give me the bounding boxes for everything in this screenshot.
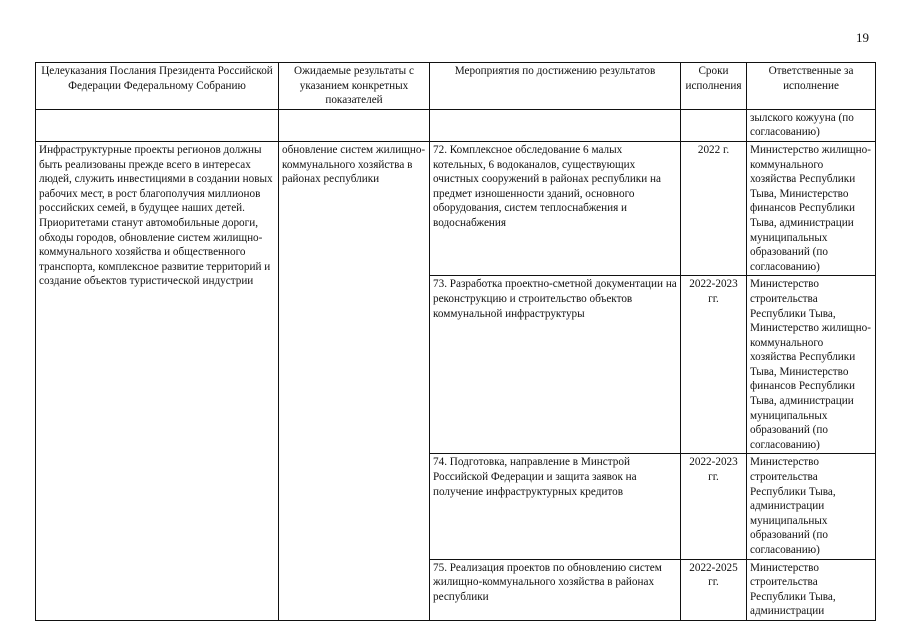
responsible-72: Министерство жилищно-коммунального хозяйства Республики Тыва, Министерство финансов Республики Тыва, администрации муниципальных образований (по согласованию) bbox=[747, 141, 876, 275]
header-goals: Целеуказания Послания Президента Российской Федерации Федеральному Собранию bbox=[36, 63, 279, 110]
term-73: 2022-2023 гг. bbox=[681, 276, 747, 454]
header-activities: Мероприятия по достижению результатов bbox=[430, 63, 681, 110]
term-74: 2022-2023 гг. bbox=[681, 454, 747, 559]
empty-cell bbox=[36, 109, 279, 141]
responsible-75: Министерство строительства Республики Тыва, администрации bbox=[747, 559, 876, 620]
activity-74: 74. Подготовка, направление в Минстрой Российской Федерации и защита заявок на получение инфраструктурных кредитов bbox=[430, 454, 681, 559]
goal-cell: Инфраструктурные проекты регионов должны быть реализованы прежде всего в интересах людей, служить инвестициями в создании новых рабочих мест, в рост благополучия миллионов российских семей, в будущее наших детей. Приоритетами станут автомобильные дороги, обходы городов, обновление систем жилищно-коммунального хозяйства и общественного транспорта, комплексное развитие территорий и создание объектов туристической индустрии bbox=[36, 141, 279, 620]
activity-75: 75. Реализация проектов по обновлению систем жилищно-коммунального хозяйства в районах республики bbox=[430, 559, 681, 620]
term-75: 2022-2025 гг. bbox=[681, 559, 747, 620]
activity-72: 72. Комплексное обследование 6 малых котельных, 6 водоканалов, существующих очистных сооружений в районах республики на предмет изношенности зданий, основного оборудования, систем теплоснабжения и водоснабжения bbox=[430, 141, 681, 275]
activity-73: 73. Разработка проектно-сметной документации на реконструкцию и строительство объектов коммунальной инфраструктуры bbox=[430, 276, 681, 454]
continuation-row bbox=[36, 109, 876, 141]
empty-cell bbox=[681, 109, 747, 141]
responsible-73: Министерство строительства Республики Тыва, Министерство жилищно-коммунального хозяйства Республики Тыва, Министерство финансов Республики Тыва, администрации муниципальных образований (по согласованию) bbox=[747, 276, 876, 454]
table-header-row bbox=[36, 63, 876, 110]
measures-table bbox=[35, 62, 876, 621]
term-72: 2022 г. bbox=[681, 141, 747, 275]
continuation-responsible: зылского кожууна (по согласованию) bbox=[747, 109, 876, 141]
page-number: 19 bbox=[856, 30, 869, 45]
table-row bbox=[36, 141, 876, 275]
empty-cell bbox=[279, 109, 430, 141]
header-terms: Сроки исполнения bbox=[681, 63, 747, 110]
empty-cell bbox=[430, 109, 681, 141]
header-expected-results: Ожидаемые результаты с указанием конкретных показателей bbox=[279, 63, 430, 110]
expected-result-cell: обновление систем жилищно-коммунального хозяйства в районах республики bbox=[279, 141, 430, 620]
header-responsible: Ответственные за исполнение bbox=[747, 63, 876, 110]
responsible-74: Министерство строительства Республики Тыва, администрации муниципальных образований (по согласованию) bbox=[747, 454, 876, 559]
